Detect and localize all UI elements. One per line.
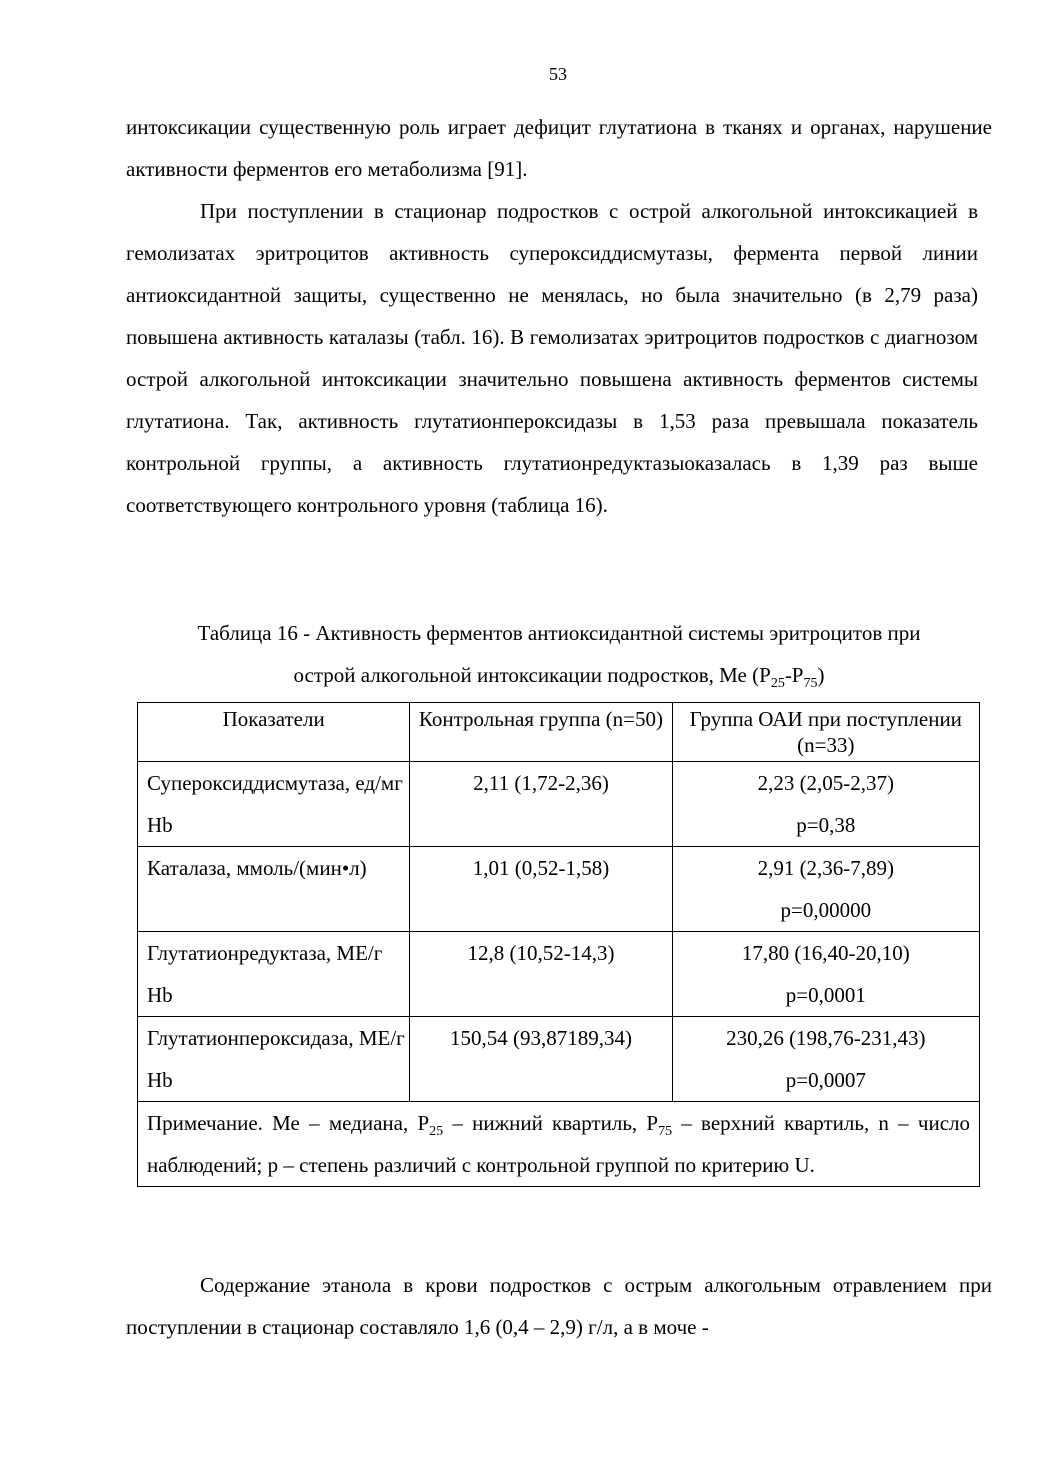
table-row xyxy=(138,932,980,1017)
note-part-2: – нижний квартиль, Р xyxy=(443,1111,659,1135)
paragraph-top: интоксикации существенную роль играет дефицит глутатиона в тканях и органах, нарушение активности ферментов его метаболизма [91]. xyxy=(126,115,992,181)
note-part-1: Примечание. Ме – медиана, Р xyxy=(147,1111,430,1135)
p-value: p=0,0001 xyxy=(785,983,866,1007)
caption-dash: -Р xyxy=(784,663,804,687)
table-row xyxy=(138,762,980,847)
enzyme-table xyxy=(137,702,980,1187)
oai-value: 2,23 (2,05-2,37) xyxy=(757,771,895,795)
caption-sub-25: 25 xyxy=(770,676,785,692)
oai-cell xyxy=(672,1017,979,1102)
control-value: 12,8 (10,52-14,3) xyxy=(410,932,672,1017)
indicator-name: Глутатионпероксидаза, МЕ/г Hb xyxy=(138,1017,410,1102)
caption-sub-75: 75 xyxy=(803,676,818,692)
indicator-name: Глутатионредуктаза, МЕ/г Hb xyxy=(138,932,410,1017)
caption-line-2-prefix: острой алкогольной интоксикации подростков, Ме (Р xyxy=(293,663,771,687)
table-row xyxy=(138,847,980,932)
control-value: 150,54 (93,87189,34) xyxy=(410,1017,672,1102)
page-number: 53 xyxy=(549,64,567,84)
p-value: p=0,00000 xyxy=(780,898,872,922)
paragraph-main: При поступлении в стационар подростков с острой алкогольной интоксикацией в гемолизатах эритроцитов активность супероксиддисмутазы, фермента первой линии антиоксидантной защиты, существенно не менялась, но была значительно (в 2,79 раза) повышена активность каталазы (табл. 16). В гемолизатах эритроцитов подростков с диагнозом острой алкогольной интоксикации значительно повышена активность ферментов системы глутатиона. Так, активность глутатионпероксидазы в 1,53 раза превышала показатель контрольной группы, а активность глутатионредуктазыоказалась в 1,39 раз выше соответствующего контрольного уровня (таблица 16). xyxy=(126,199,978,517)
note-part-3: – верхний квартиль, n – число наблюдений; р – степень различий с контрольной группой по критерию U. xyxy=(147,1111,970,1177)
p-value: p=0,0007 xyxy=(785,1068,866,1092)
header-oai-group: Группа ОАИ при поступлении (n=33) xyxy=(672,703,979,762)
table-caption xyxy=(126,612,992,696)
oai-cell xyxy=(672,762,979,847)
indicator-name: Супероксиддисмутаза, ед/мг Hb xyxy=(138,762,410,847)
p-value: p=0,38 xyxy=(796,813,856,837)
oai-cell xyxy=(672,932,979,1017)
table-note xyxy=(138,1102,980,1187)
note-sub-25: 25 xyxy=(429,1124,444,1140)
indicator-name: Каталаза, ммоль/(мин•л) xyxy=(138,847,410,932)
oai-value: 230,26 (198,76-231,43) xyxy=(726,1026,926,1050)
table-header-row xyxy=(138,703,980,762)
control-value: 2,11 (1,72-2,36) xyxy=(410,762,672,847)
table-note-row xyxy=(138,1102,980,1187)
note-sub-75: 75 xyxy=(658,1124,673,1140)
header-indicators: Показатели xyxy=(138,703,410,762)
oai-cell xyxy=(672,847,979,932)
oai-value: 2,91 (2,36-7,89) xyxy=(757,856,895,880)
header-control-group: Контрольная группа (n=50) xyxy=(410,703,672,762)
caption-line-1: Таблица 16 - Активность ферментов антиоксидантной системы эритроцитов при xyxy=(197,621,921,645)
paragraph-bottom: Содержание этанола в крови подростков с острым алкогольным отравлением при поступлении в стационар составляло 1,6 (0,4 – 2,9) г/л, а в моче - xyxy=(126,1273,992,1339)
oai-value: 17,80 (16,40-20,10) xyxy=(741,941,910,965)
table-row xyxy=(138,1017,980,1102)
control-value: 1,01 (0,52-1,58) xyxy=(410,847,672,932)
caption-close: ) xyxy=(817,663,825,687)
